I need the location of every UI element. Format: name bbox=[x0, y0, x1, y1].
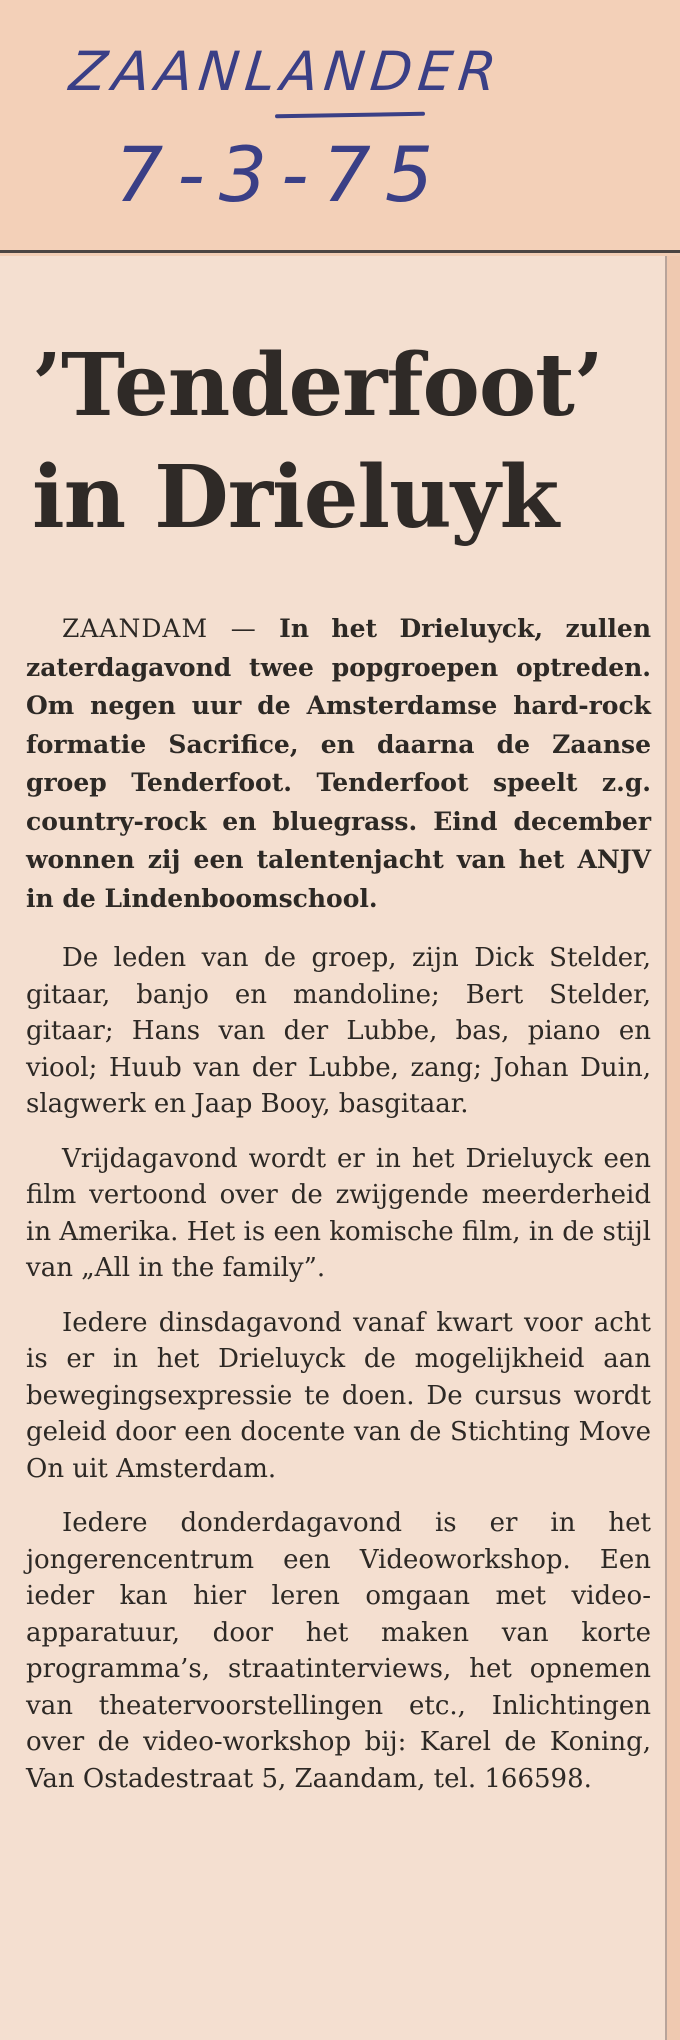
horizontal-rule bbox=[0, 250, 680, 253]
handwritten-newspaper-name: ZAANLANDER bbox=[66, 40, 506, 103]
article-headline bbox=[32, 330, 652, 554]
handwritten-date: 7-3-75 bbox=[115, 130, 448, 219]
paragraph-members: De leden van de groep, zijn Dick Stelder, gitaar, banjo en mandoline; Bert Stelder, gitaar; Hans van der Lubbe, bas, piano en viool; Huub van der Lubbe, zang; Johan Duin, slagwerk en Jaap Booy, basgitaar. bbox=[26, 943, 651, 1119]
lead-paragraph bbox=[26, 610, 651, 918]
headline-line-1: ’Tenderfoot’ bbox=[32, 335, 603, 436]
headline-line-2: in Drieluyk bbox=[32, 447, 559, 548]
paragraph-movement: Iedere dinsdagavond vanaf kwart voor acht is er in het Drieluyck de mogelijkheid aan bewegingsexpressie te doen. De cursus wordt geleid door een docente van de Stichting Move On uit Amsterdam. bbox=[26, 1307, 651, 1484]
paragraph-video: Iedere donderdagavond is er in het jongerencentrum een Videoworkshop. Een ieder kan hier leren omgaan met video-apparatuur, door het maken van korte programma’s, straatinterviews, het opnemen van theatervoorstellingen etc., Inlichtingen over de video-workshop bij: Karel de Koning, Van Ostadestraat 5, Zaandam, tel. 166598. bbox=[26, 1508, 651, 1794]
clipping-edge bbox=[665, 256, 680, 2040]
dateline: ZAANDAM — bbox=[62, 614, 257, 643]
lead-text: In het Drieluyck, zullen zaterdagavond twee popgroepen optreden. Om negen uur de Amsterdamse hard-rock formatie Sacrifice, en daarna de Zaanse groep Tenderfoot. Tenderfoot speelt z.g. country-rock en bluegrass. Eind december wonnen zij een talentenjacht van het ANJV in de Lindenboomschool. bbox=[26, 614, 651, 913]
article-body bbox=[26, 610, 651, 1815]
paragraph-film: Vrijdagavond wordt er in het Drieluyck een film vertoond over de zwijgende meerderheid in Amerika. Het is een komische film, in de stijl van „All in the family”. bbox=[26, 1143, 651, 1283]
